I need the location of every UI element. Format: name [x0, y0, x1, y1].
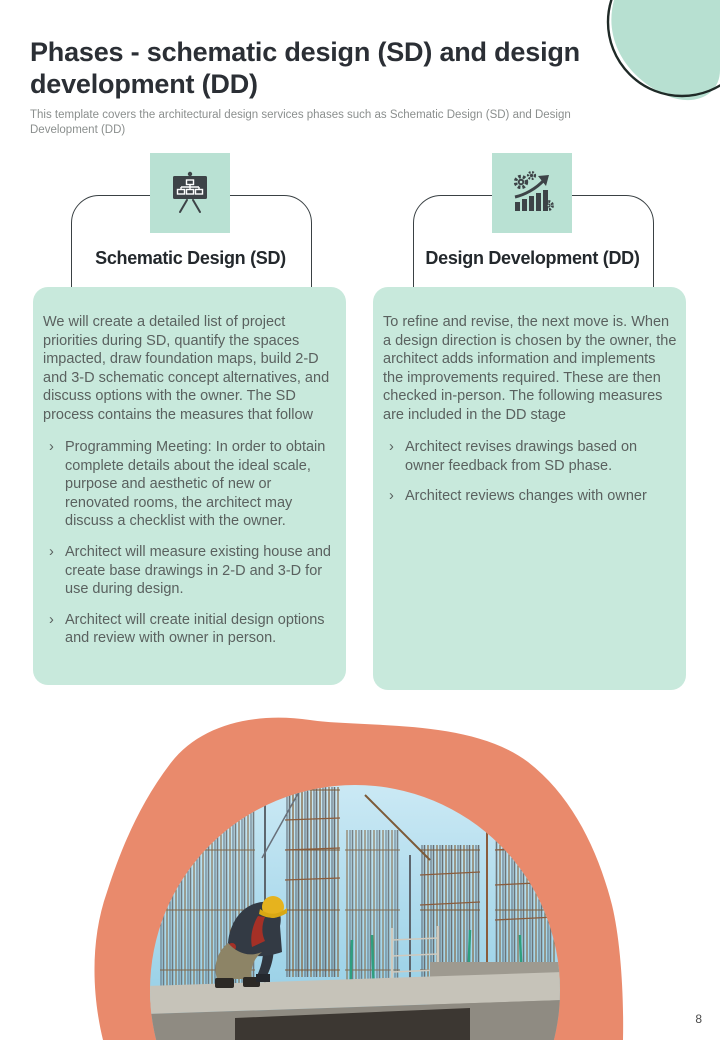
bullet-marker: ›: [49, 544, 54, 561]
bullet-text: Architect revises drawings based on owner feedback from SD phase.: [405, 439, 638, 474]
presentation-org-chart-icon: [166, 169, 214, 217]
bullet-marker: ›: [49, 611, 54, 628]
page-title: Phases - schematic design (SD) and design development (DD): [30, 37, 580, 100]
gear-glyph: [516, 177, 527, 188]
bullet-text: Architect will create initial design options and review with owner in person.: [65, 611, 325, 647]
bullet-text: Architect reviews changes with owner: [405, 488, 647, 505]
presentation-org-chart-icon-tile: [150, 153, 230, 233]
gear-glyph: [528, 172, 535, 179]
corner-blob-decoration: [575, 0, 720, 115]
growth-chart-gears-icon: [508, 169, 556, 217]
bullet-marker: ›: [389, 439, 394, 456]
gear-glyph: [545, 202, 553, 210]
bullet-marker: ›: [389, 488, 394, 505]
construction-photo-blob: [0, 700, 720, 1040]
column-intro: We will create a detailed list of project priorities during SD, quantify the spaces impacted, draw foundation maps, build 2-D and 3-D schematic concept alternatives, and discuss options with the owner. The SD process contains the measures that follow: [43, 314, 330, 423]
column-title-schematic-design: Schematic Design (SD): [95, 248, 286, 268]
column-title-design-development: Design Development (DD): [425, 248, 640, 268]
bullet-list: [383, 438, 678, 506]
growth-chart-gears-icon-tile: [492, 153, 572, 233]
column-intro: To refine and revise, the next move is. When a design direction is chosen by the owner, the architect adds information and implements the improvements required. These are then checked in-person. The following measures are included in the DD stage: [383, 314, 677, 423]
page-subtitle: This template covers the architectural design services phases such as Schematic Design (SD) and Design Development (DD): [30, 108, 571, 137]
list-item: [43, 543, 338, 599]
mint-blob-shape: [611, 0, 720, 100]
bullet-text: Architect will measure existing house and create base drawings in 2-D and 3-D for use during design.: [65, 544, 331, 598]
list-item: [383, 487, 678, 506]
list-item: [383, 438, 678, 475]
list-item: [43, 438, 338, 531]
bullet-text: Programming Meeting: In order to obtain complete details about the ideal scale, purpose and aesthetic of new or renovated rooms, the architect may discuss a checklist with the owner.: [65, 439, 326, 530]
column-body-schematic-design: [33, 287, 346, 685]
bullet-list: [43, 438, 338, 647]
bullet-marker: ›: [49, 439, 54, 456]
list-item: [43, 611, 338, 648]
column-body-design-development: [373, 287, 686, 690]
page-number: 8: [695, 1012, 702, 1026]
